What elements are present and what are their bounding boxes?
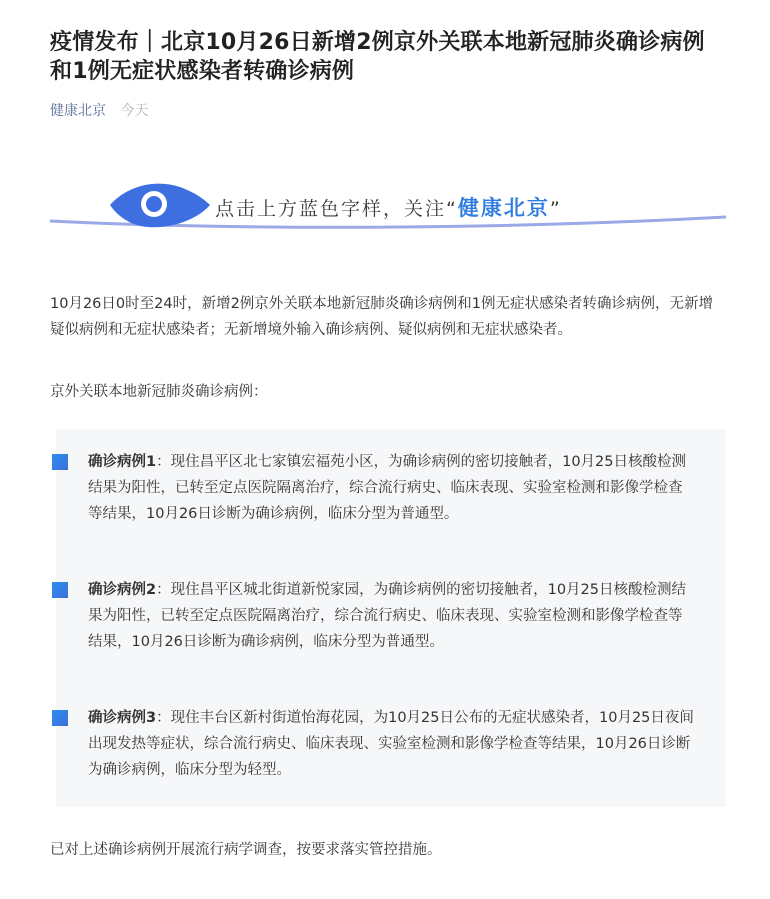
author-link[interactable]: 健康北京	[50, 103, 106, 119]
banner-text-prefix: 点击上方蓝色字样，关注“	[215, 198, 458, 220]
square-bullet-icon	[52, 582, 68, 598]
closing-paragraph: 已对上述确诊病例开展流行病学调查，按要求落实管控措施。	[50, 842, 442, 858]
case-item	[88, 705, 696, 783]
banner-text	[215, 194, 562, 223]
case-label: 确诊病例2	[88, 582, 157, 598]
banner-brand-name[interactable]: 健康北京	[457, 196, 550, 220]
case-label: 确诊病例1	[88, 454, 157, 470]
square-bullet-icon	[52, 454, 68, 470]
case-text: ：现住昌平区北七家镇宏福苑小区，为确诊病例的密切接触者，10月25日核酸检测结果为阳性，已转至定点医院隔离治疗，综合流行病史、临床表现、实验室检测和影像学检查等结果，10月26日诊断为确诊病例，临床分型为普通型。	[88, 454, 686, 522]
follow-banner	[50, 181, 726, 245]
article	[0, 28, 770, 899]
banner-text-suffix: ”	[549, 198, 562, 220]
case-list	[56, 429, 726, 807]
case-text: ：现住昌平区城北街道新悦家园，为确诊病例的密切接触者，10月25日核酸检测结果为阳性，已转至定点医院隔离治疗，综合流行病史、临床表现、实验室检测和影像学检查等结果，10月26日诊断为确诊病例，临床分型为普通型。	[88, 582, 686, 650]
article-title: 疫情发布｜北京10月26日新增2例京外关联本地新冠肺炎确诊病例和1例无症状感染者转确诊病例	[50, 30, 705, 84]
publish-date: 今天	[120, 103, 149, 119]
section-heading: 京外关联本地新冠肺炎确诊病例：	[50, 384, 268, 400]
case-label: 确诊病例3	[88, 710, 157, 726]
article-meta	[50, 101, 726, 121]
case-text: ：现住丰台区新村街道怡海花园，为10月25日公布的无症状感染者，10月25日夜间出现发热等症状，综合流行病史、临床表现、实验室检测和影像学检查等结果，10月26日诊断为确诊病例，临床分型为轻型。	[88, 710, 694, 778]
summary-paragraph: 10月26日0时至24时，新增2例京外关联本地新冠肺炎确诊病例和1例无症状感染者转确诊病例，无新增疑似病例和无症状感染者；无新增境外输入确诊病例、疑似病例和无症状感染者。	[50, 296, 714, 338]
case-item	[88, 449, 696, 527]
case-item	[88, 577, 696, 655]
square-bullet-icon	[52, 710, 68, 726]
